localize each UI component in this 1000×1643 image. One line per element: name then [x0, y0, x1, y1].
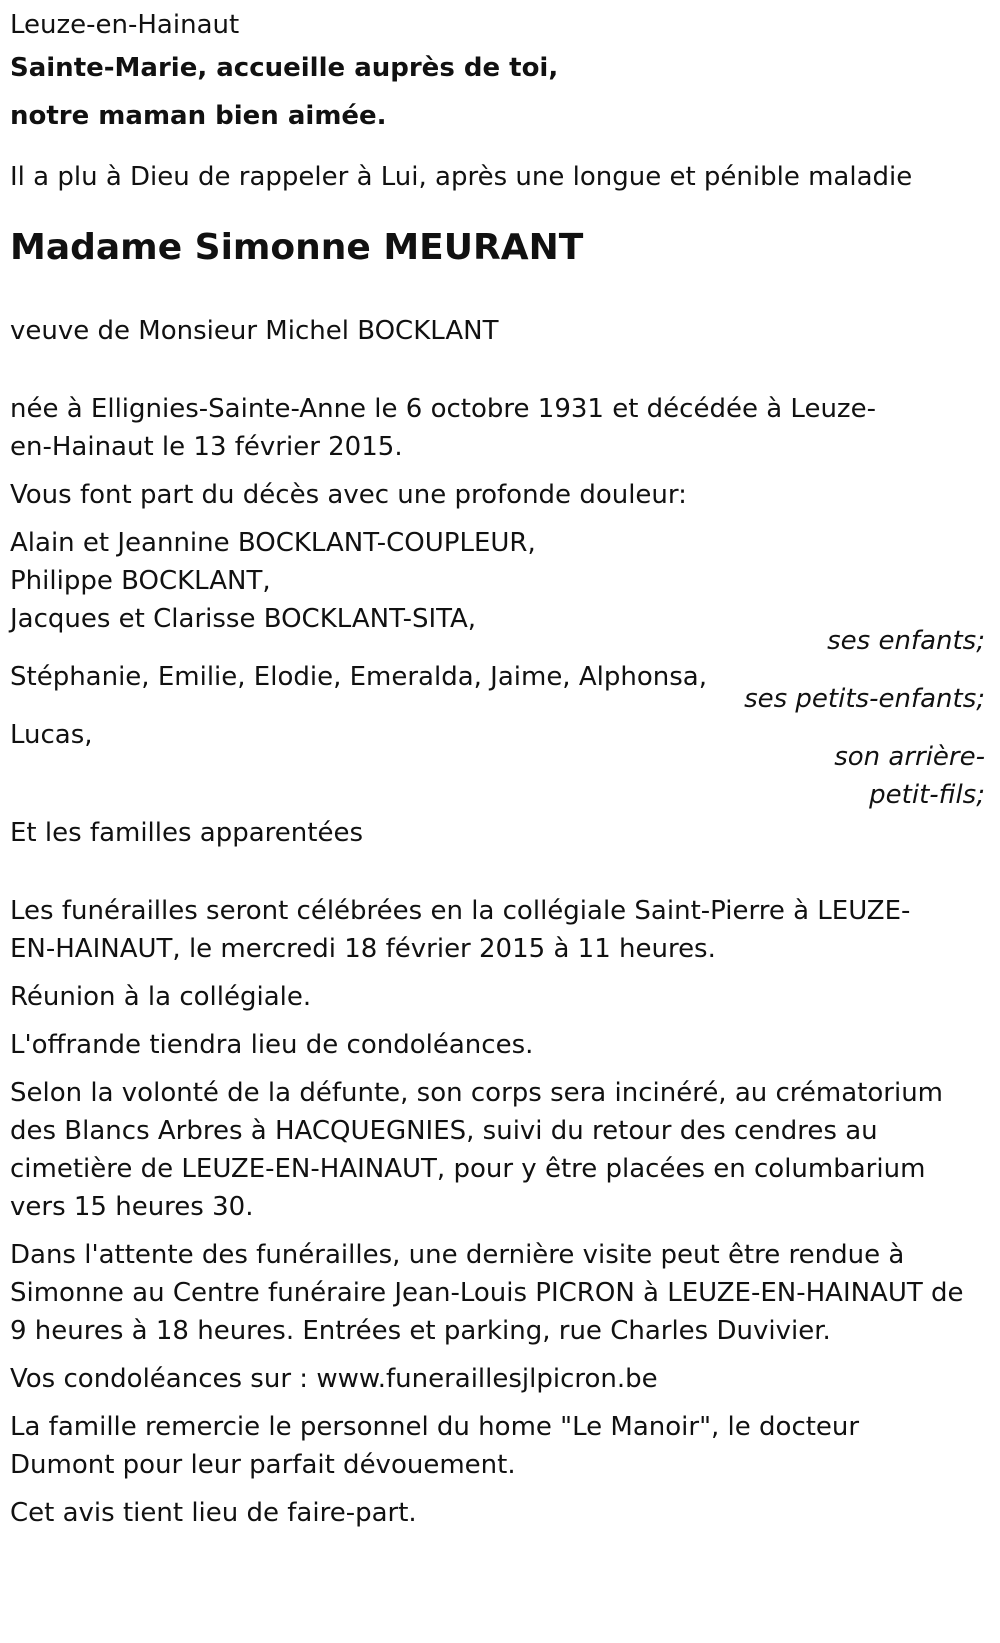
grandchildren-names: Stéphanie, Emilie, Elodie, Emeralda, Jaime, Alphonsa,: [10, 662, 707, 692]
visit-info: [10, 1236, 985, 1350]
notice-city: Leuze-en-Hainaut: [10, 10, 240, 40]
thanks-line-1: La famille remercie le personnel du home "Le Manoir", le docteur: [10, 1412, 860, 1442]
extended-family: Et les familles apparentées: [10, 818, 364, 848]
funeral-line-2: EN-HAINAUT, le mercredi 18 février 2015 à 11 heures.: [10, 934, 716, 964]
child-3: Jacques et Clarisse BOCKLANT-SITA,: [10, 604, 477, 634]
funeral-line-1: Les funérailles seront célébrées en la collégiale Saint-Pierre à LEUZE-: [10, 896, 911, 926]
intro-text: Il a plu à Dieu de rappeler à Lui, après une longue et pénible maladie: [10, 162, 913, 192]
obituary-notice: [10, 6, 985, 1532]
cremation-line-2: des Blancs Arbres à HACQUEGNIES, suivi du retour des cendres au: [10, 1116, 878, 1146]
condolences-url: www.funeraillesjlpicron.be: [316, 1364, 658, 1394]
family-grandchildren: [10, 658, 985, 718]
offering-info: L'offrande tiendra lieu de condoléances.: [10, 1030, 534, 1060]
great-grandchild-name: Lucas,: [10, 720, 93, 750]
cremation-line-4: vers 15 heures 30.: [10, 1192, 254, 1222]
great-grandchild-relation-1: son arrière-: [834, 742, 985, 772]
widow-of: veuve de Monsieur Michel BOCKLANT: [10, 316, 499, 346]
birth-death-info: [10, 390, 880, 466]
cremation-line-3: cimetière de LEUZE-EN-HAINAUT, pour y être placées en columbarium: [10, 1154, 926, 1184]
quote-line-1: Sainte-Marie, accueille auprès de toi,: [10, 53, 559, 83]
quote-line-2: notre maman bien aimée.: [10, 101, 387, 131]
visit-line-3: 9 heures à 18 heures. Entrées et parking, rue Charles Duvivier.: [10, 1316, 831, 1346]
condolences-label: Vos condoléances sur :: [10, 1364, 317, 1394]
family-children: [10, 524, 985, 660]
cremation-info: [10, 1074, 985, 1226]
announcement: Vous font part du décès avec une profonde douleur:: [10, 480, 687, 510]
children-relation: ses enfants;: [827, 626, 985, 656]
deceased-name: Madame Simonne MEURANT: [10, 227, 584, 268]
child-1: Alain et Jeannine BOCKLANT-COUPLEUR,: [10, 528, 536, 558]
thanks-info: [10, 1408, 985, 1484]
family-great-grandchild: [10, 716, 985, 814]
visit-line-2: Simonne au Centre funéraire Jean-Louis PICRON à LEUZE-EN-HAINAUT de: [10, 1278, 964, 1308]
cremation-line-1: Selon la volonté de la défunte, son corps sera incinéré, au crématorium: [10, 1078, 944, 1108]
child-2: Philippe BOCKLANT,: [10, 566, 271, 596]
grandchildren-relation: ses petits-enfants;: [744, 684, 985, 714]
meeting-info: Réunion à la collégiale.: [10, 982, 312, 1012]
funeral-info: [10, 892, 985, 968]
great-grandchild-relation-2: petit-fils;: [869, 780, 985, 810]
birth-death-line-2: en-Hainaut le 13 février 2015.: [10, 432, 403, 462]
thanks-line-2: Dumont pour leur parfait dévouement.: [10, 1450, 516, 1480]
birth-death-line-1: née à Ellignies-Sainte-Anne le 6 octobre 1931 et décédée à Leuze-: [10, 394, 876, 424]
closing-note: Cet avis tient lieu de faire-part.: [10, 1498, 417, 1528]
visit-line-1: Dans l'attente des funérailles, une dernière visite peut être rendue à: [10, 1240, 905, 1270]
condolences-info: [10, 1360, 985, 1398]
